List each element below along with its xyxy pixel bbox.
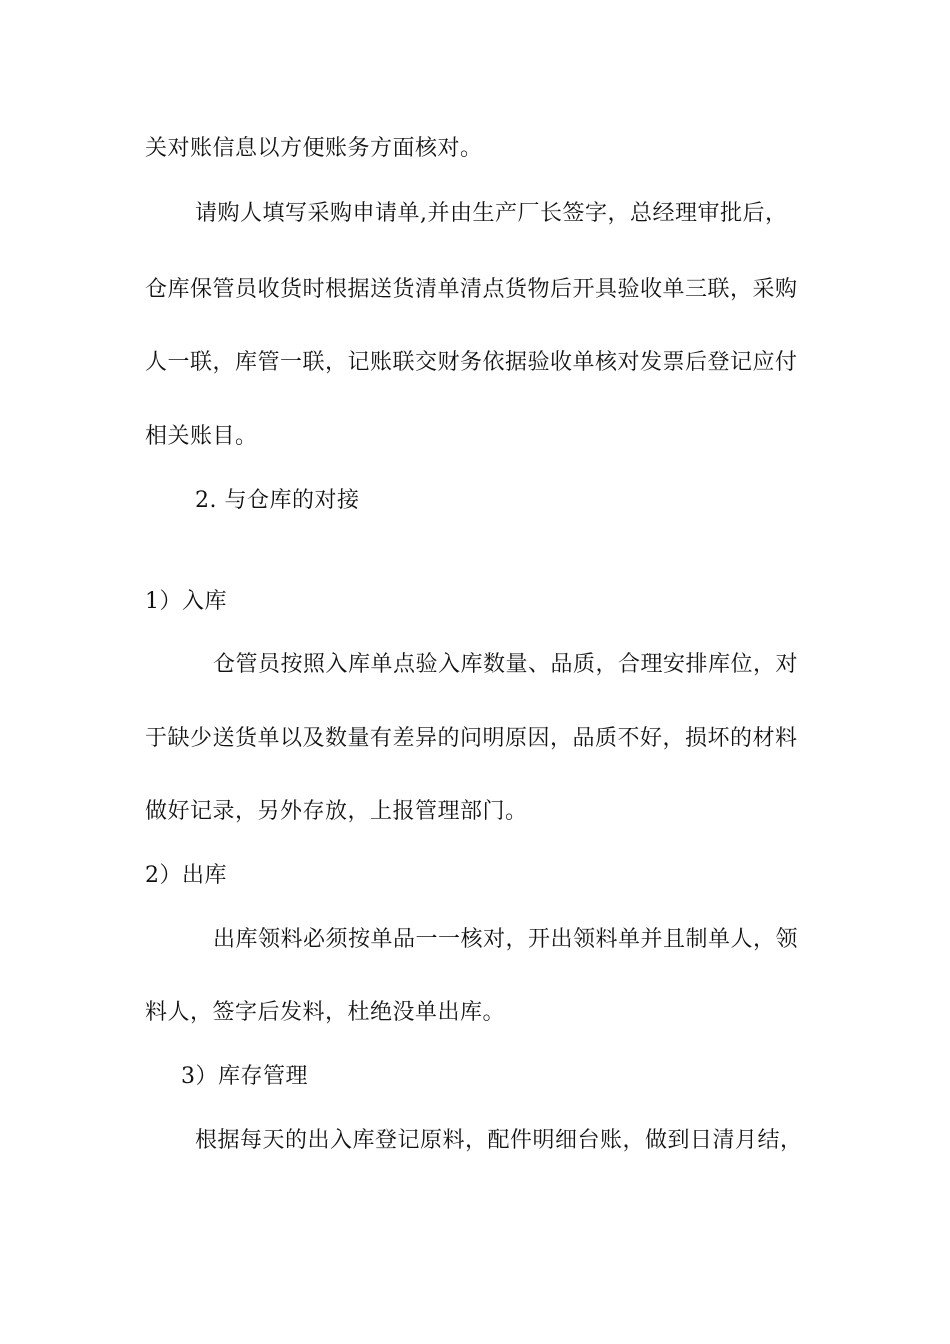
text-line: 出库领料必须按单品一一核对，开出领料单并且制单人，领 [213, 927, 799, 952]
text-line: 仓库保管员收货时根据送货清单清点货物后开具验收单三联，采购 [145, 277, 798, 302]
text-line: 人一联，库管一联，记账联交财务依据验收单核对发票后登记应付 [145, 350, 798, 375]
text-line: 于缺少送货单以及数量有差异的问明原因，品质不好，损坏的材料 [145, 726, 798, 751]
text-line: 请购人填写采购申请单,并由生产厂长签字，总经理审批后， [195, 201, 788, 226]
text-line: 仓管员按照入库单点验入库数量、品质，合理安排库位，对 [213, 652, 799, 677]
text-line: 料人，签字后发料，杜绝没单出库。 [145, 1000, 506, 1025]
text-line: 做好记录，另外存放，上报管理部门。 [145, 799, 528, 824]
subsection-heading: 1）入库 [145, 589, 227, 614]
text-line: 根据每天的出入库登记原料，配件明细台账，做到日清月结， [195, 1128, 803, 1153]
section-heading: 2. 与仓库的对接 [195, 488, 360, 513]
subsection-heading: 3）库存管理 [181, 1064, 308, 1089]
text-line: 相关账目。 [145, 424, 258, 449]
text-line: 关对账信息以方便账务方面核对。 [145, 136, 483, 161]
subsection-heading: 2）出库 [145, 863, 227, 888]
